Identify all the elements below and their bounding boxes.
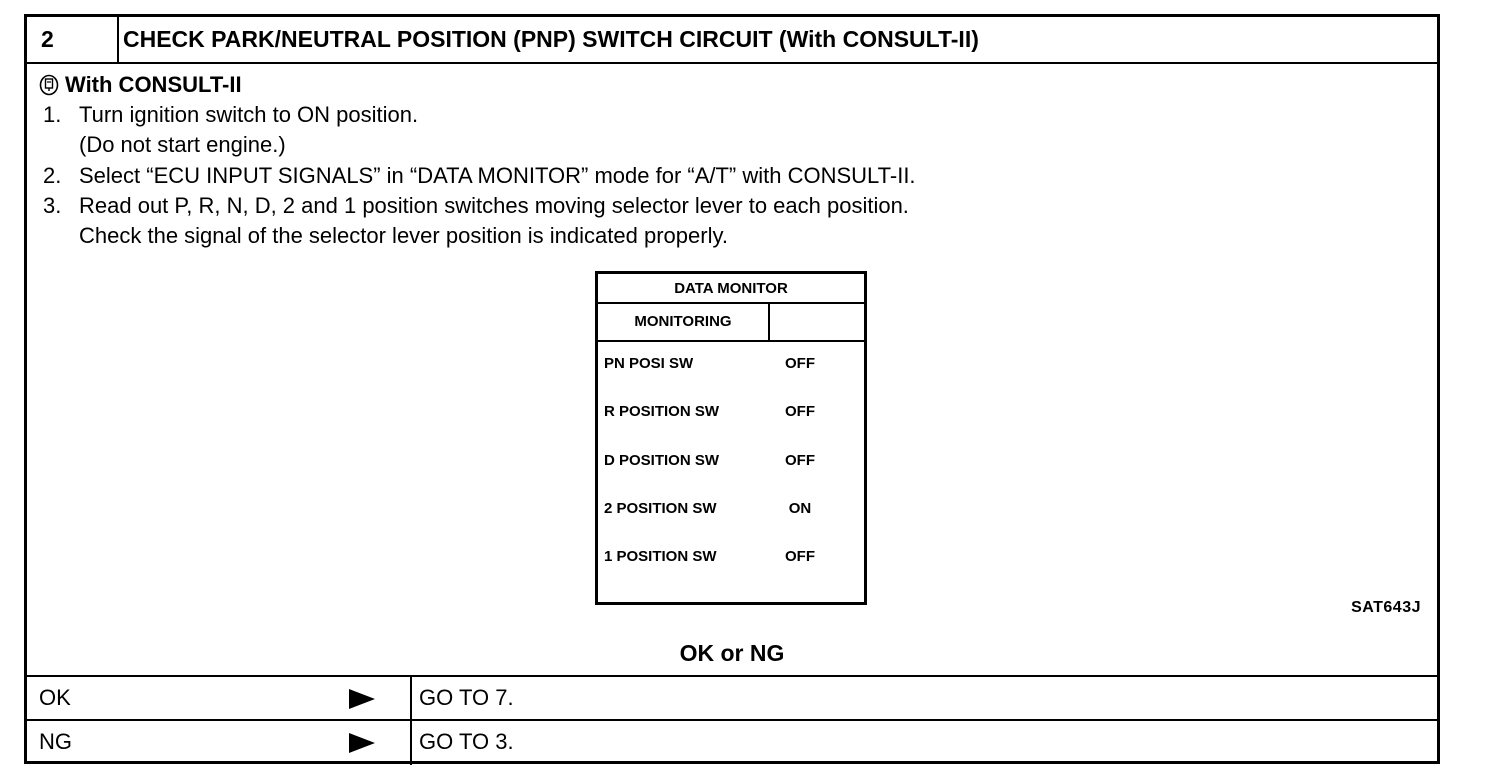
monitoring-header [598,304,864,342]
instruction-number: 3. [43,193,62,218]
signal-value: OFF [785,452,815,469]
instruction-text: Turn ignition switch to ON position. [79,102,419,127]
signal-name: R POSITION SW [604,403,720,420]
signal-name: 1 POSITION SW [604,548,717,565]
consult-subheading [39,71,242,99]
signal-value: ON [788,500,812,517]
data-monitor-figure [595,271,867,605]
monitor-row [604,402,860,422]
divider [410,721,412,765]
result-label: OK [39,685,71,710]
instruction-number: 1. [43,102,62,127]
result-action[interactable]: GO TO 3. [419,729,514,754]
monitor-row [604,451,860,471]
step-header [27,17,1437,64]
step-number: 2 [27,17,119,62]
result-label: NG [39,729,72,754]
step-title: CHECK PARK/NEUTRAL POSITION (PNP) SWITCH CIRCUIT (With CONSULT-II) [123,26,979,52]
signal-name: PN POSI SW [604,355,694,372]
procedure-table [24,14,1440,764]
signal-value: OFF [785,355,815,372]
monitoring-label: MONITORING [598,304,770,340]
result-row-ng[interactable] [27,719,1437,765]
instruction-text: Check the signal of the selector lever position is indicated properly. [79,223,728,248]
instruction-number: 2. [43,163,62,188]
consult-tool-icon [39,74,59,96]
signal-name: D POSITION SW [604,452,720,469]
signal-name: 2 POSITION SW [604,500,717,517]
instruction-text: Read out P, R, N, D, 2 and 1 position switches moving selector lever to each position. [79,193,909,218]
arrow-right-icon [349,689,375,709]
divider [410,677,412,721]
ok-or-ng-question: OK or NG [679,640,785,666]
instruction-text: Select “ECU INPUT SIGNALS” in “DATA MONITOR” mode for “A/T” with CONSULT-II. [79,163,916,188]
signal-value: OFF [785,403,815,420]
monitor-row [604,354,860,374]
signal-value: OFF [785,548,815,565]
result-row-ok[interactable] [27,675,1437,721]
monitor-row [604,499,860,519]
result-action[interactable]: GO TO 7. [419,685,514,710]
instruction-text: (Do not start engine.) [79,132,286,157]
subheading-text: With CONSULT-II [65,72,242,97]
data-monitor-title: DATA MONITOR [598,274,864,304]
arrow-right-icon [349,733,375,753]
figure-code: SAT643J [1351,599,1421,616]
monitor-row [604,547,860,567]
